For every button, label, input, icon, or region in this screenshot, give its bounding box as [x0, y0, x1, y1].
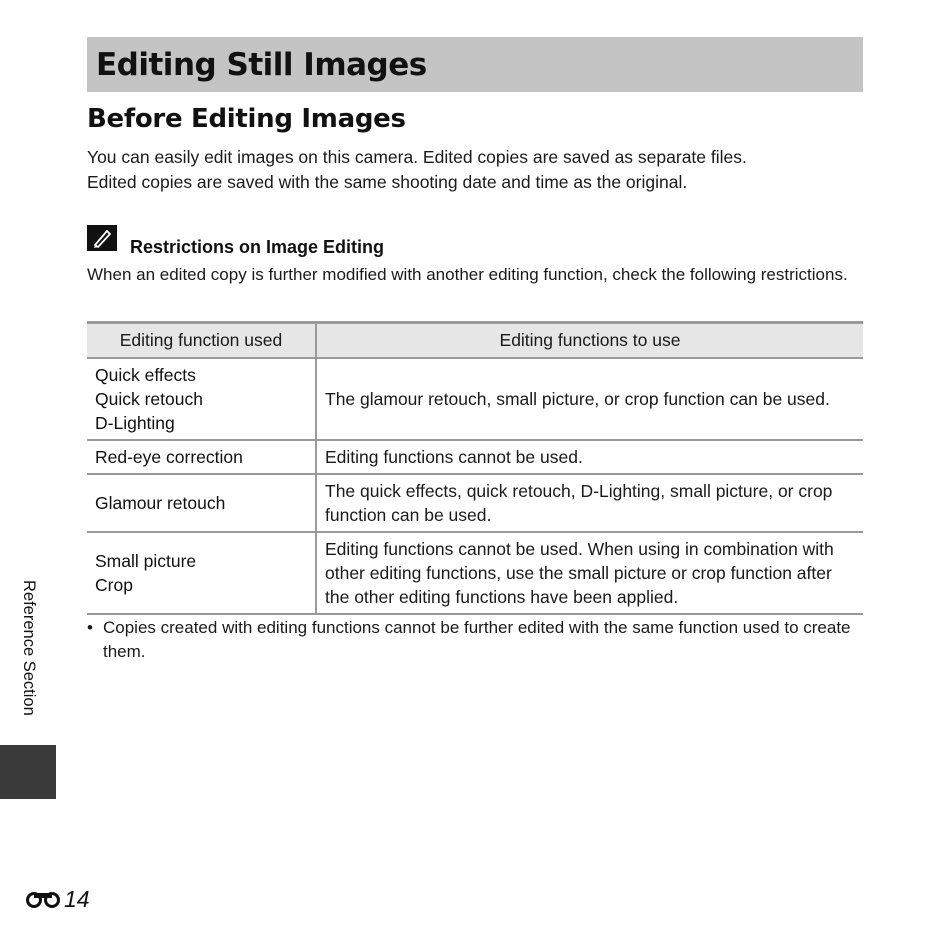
table-row: [87, 358, 863, 440]
bullet-text: Copies created with editing functions cannot be further edited with the same function used to create them.: [103, 618, 851, 661]
note-title: Restrictions on Image Editing: [130, 236, 385, 257]
function-used-cell: [87, 440, 316, 474]
bullet-note: [87, 616, 857, 664]
function-name: Quick retouch: [95, 389, 203, 409]
function-used-cell: [87, 532, 316, 614]
functions-to-use-cell: The quick effects, quick retouch, D-Lighting, small picture, or crop function can be used.: [316, 474, 863, 532]
function-used-cell: [87, 358, 316, 440]
function-name: Quick effects: [95, 365, 196, 385]
page-number: 14: [64, 886, 90, 912]
function-name: Crop: [95, 575, 133, 595]
table-row: [87, 474, 863, 532]
note-body: When an edited copy is further modified with another editing function, check the following restrictions.: [87, 265, 848, 284]
intro-text: [87, 145, 867, 195]
sidebar-section-label: Reference Section: [20, 580, 38, 716]
section-tab-marker: [0, 745, 56, 799]
title-bar: [87, 37, 863, 92]
functions-to-use-cell: Editing functions cannot be used. When using in combination with other editing functions, use the small picture or crop function after the other editing functions have been applied.: [316, 532, 863, 614]
page-footer: [26, 886, 90, 913]
function-name: Red-eye correction: [95, 447, 243, 467]
reference-section-icon: [26, 890, 60, 910]
pencil-note-icon: [87, 225, 117, 251]
section-heading: Before Editing Images: [87, 104, 406, 134]
intro-line: You can easily edit images on this camera. Edited copies are saved as separate files.: [87, 147, 747, 167]
table-row: [87, 440, 863, 474]
restrictions-table: [87, 321, 863, 615]
note-header: [87, 229, 384, 255]
function-name: Small picture: [95, 551, 197, 571]
function-used-cell: [87, 474, 316, 532]
functions-to-use-cell: The glamour retouch, small picture, or crop function can be used.: [316, 358, 863, 440]
bullet-icon: •: [87, 618, 93, 637]
page-title: Editing Still Images: [96, 46, 427, 83]
intro-line: Edited copies are saved with the same shooting date and time as the original.: [87, 172, 688, 192]
column-header-functions-to-use: Editing functions to use: [316, 323, 863, 359]
function-name: Glamour retouch: [95, 493, 226, 513]
table-header-row: [87, 323, 863, 359]
column-header-function-used: Editing function used: [87, 323, 316, 359]
function-name: D-Lighting: [95, 413, 175, 433]
table-row: [87, 532, 863, 614]
functions-to-use-cell: Editing functions cannot be used.: [316, 440, 863, 474]
